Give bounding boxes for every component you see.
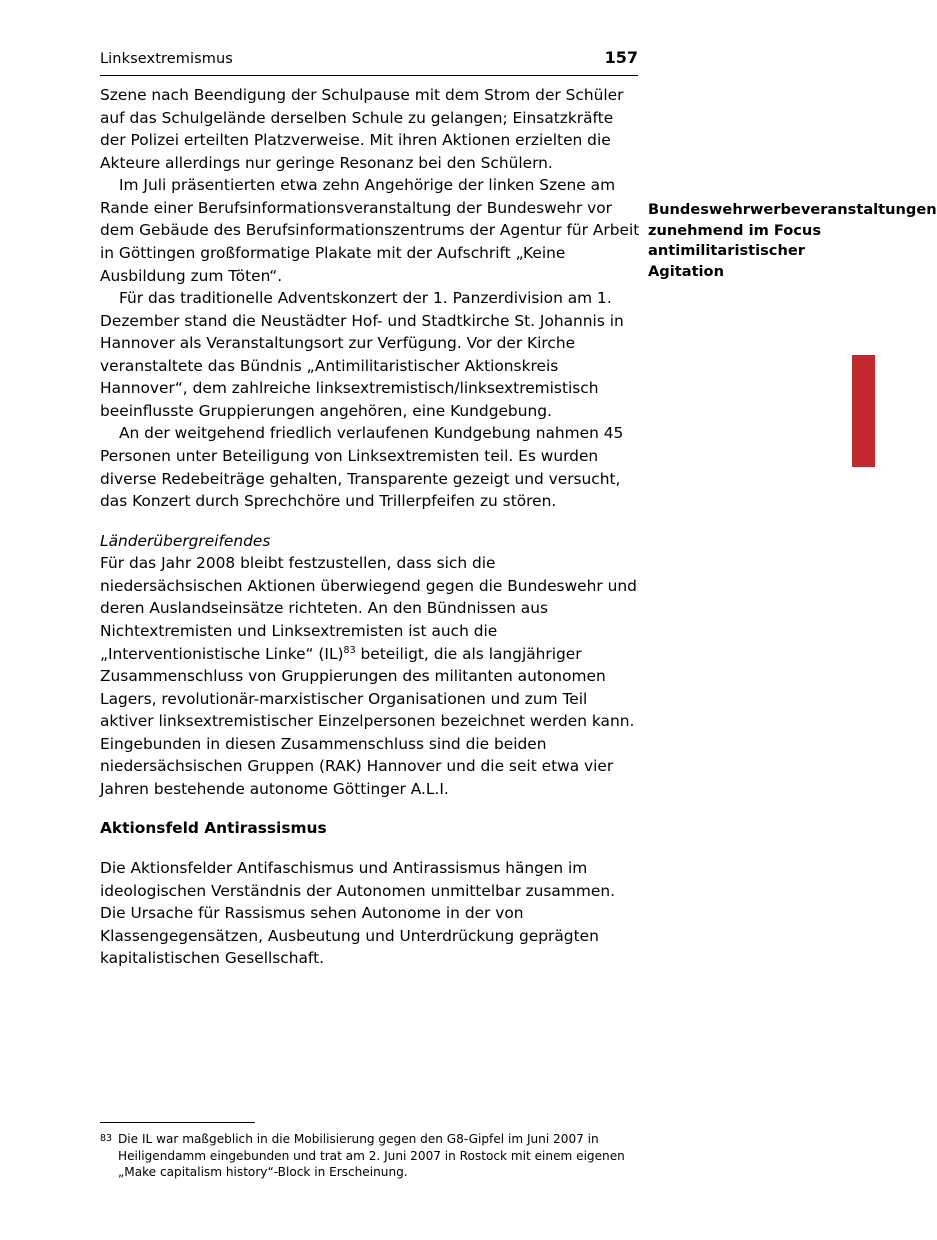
paragraph-2: Im Juli präsentierten etwa zehn Angehörige der linken Szene am Rande einer Berufsinformationsveranstaltung der Bundeswehr vor dem Gebäude des Berufsinformationszentrums der Agentur für Arbeit in Göttingen großformatige Plakate mit der Aufschrift „Keine Ausbildung zum Töten“. xyxy=(100,176,640,285)
margin-note: Bundeswehrwerbeveranstaltungen zunehmend im Focus antimilitaristischer Agitation xyxy=(648,201,937,281)
paragraph-4: An der weitgehend friedlich verlaufenen Kundgebung nahmen 45 Personen unter Beteiligung von Linksextremisten teil. Es wurden diverse Redebeiträge gehalten, Transparente gezeigt und versucht, das Konzert durch Sprechchöre und Trillerpfeifen zu stören. xyxy=(100,424,624,511)
chapter-thumb-tab xyxy=(852,355,875,467)
paragraph-6: Die Aktionsfelder Antifaschismus und Antirassismus hängen im ideologischen Verständnis der Autonomen unmittelbar zusammen. Die Ursache für Rassismus sehen Autonome in der von Klassengegensätzen, Ausbeutung und Unterdrückung geprägten kapitalistischen Gesellschaft. xyxy=(100,859,615,968)
footnote-text: Die IL war maßgeblich in die Mobilisierung gegen den G8-Gipfel im Juni 2007 in Heiligendamm eingebunden und trat am 2. Juni 2007 in Rostock mit einem eigenen „Make capitalism history“-Block in Erscheinung. xyxy=(118,1132,625,1180)
footnote-separator-rule xyxy=(100,1122,255,1123)
main-text-column xyxy=(100,84,640,970)
paragraph-1: Szene nach Beendigung der Schulpause mit dem Strom der Schüler auf das Schulgelände derselben Schule zu gelangen; Einsatzkräfte der Polizei erteilten Platzverweise. Mit ihren Aktionen erzielten die Akteure allerdings nur geringe Resonanz bei den Schülern. xyxy=(100,86,624,172)
subheading-aktionsfeld-antirassismus: Aktionsfeld Antirassismus xyxy=(100,819,327,838)
paragraph-3: Für das traditionelle Adventskonzert der 1. Panzerdivision am 1. Dezember stand die Neustädter Hof- und Stadtkirche St. Johannis in Hannover als Veranstaltungsort zur Verfügung. Vor der Kirche veranstaltete das Bündnis „Antimilitaristischer Aktionskreis Hannover“, dem zahlreiche linksextremistisch/linksextremistisch beeinflusste Gruppierungen angehören, eine Kundgebung. xyxy=(100,289,624,420)
chapter-title: Linksextremismus xyxy=(100,51,233,67)
footnote-number: 83 xyxy=(100,1133,113,1144)
footnote-marker-83: 83 xyxy=(343,644,356,656)
footnote-entry xyxy=(100,1131,640,1181)
page-number: 157 xyxy=(604,48,638,67)
paragraph-5-text-part1: Für das Jahr 2008 bleibt festzustellen, dass sich die niedersächsischen Aktionen überwiegend gegen die Bundeswehr und deren Auslandseinsätze richteten. An den Bündnissen aus Nichtextremisten und Linksextremisten ist auch die „Interventionistische Linke“ (IL) xyxy=(100,554,637,663)
paragraph-5-text-part2: beteiligt, die als langjähriger Zusammenschluss von Gruppierungen des militanten autonomen Lagers, revolutionär-marxistischer Organisationen und zum Teil aktiver linksextremistischer Einzelpersonen bezeichnet werden kann. Eingebunden in diesen Zusammenschluss sind die beiden niedersächsischen Gruppen (RAK) Hannover und die seit etwa vier Jahren bestehende autonome Göttinger A.L.I. xyxy=(100,644,635,798)
footnote-area xyxy=(100,1122,640,1181)
subheading-laenderuebergreifendes: Länderübergreifendes xyxy=(100,531,271,550)
paragraph-5 xyxy=(100,552,640,800)
running-head xyxy=(100,48,638,76)
